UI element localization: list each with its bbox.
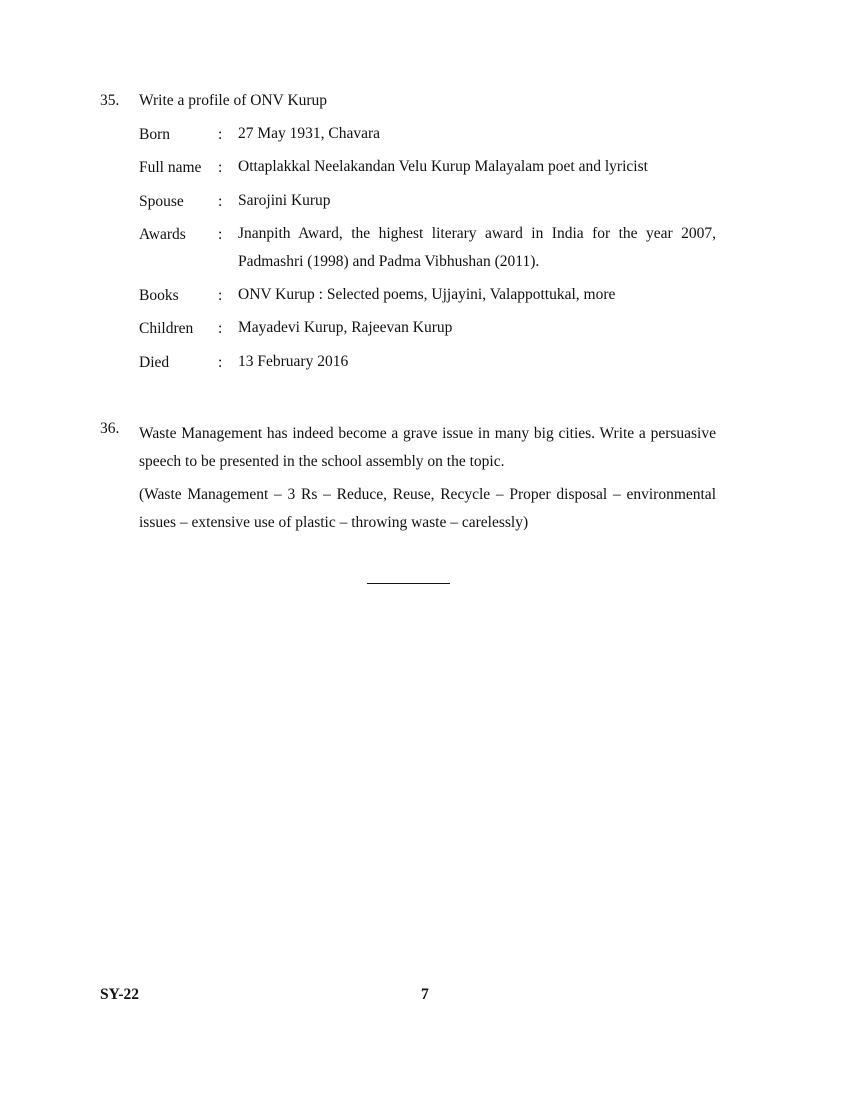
question-35-prompt: Write a profile of ONV Kurup	[139, 92, 328, 109]
profile-colon: :	[218, 126, 223, 143]
footer-paper-code: SY-22	[100, 986, 140, 1003]
question-36-number: 36.	[100, 420, 120, 437]
profile-value: ONV Kurup : Selected poems, Ujjayini, Valappottukal, more	[238, 286, 616, 303]
end-of-section-rule	[367, 583, 450, 584]
question-35-number: 35.	[100, 92, 120, 109]
profile-value: Ottaplakkal Neelakandan Velu Kurup Malayalam poet and lyricist	[238, 158, 648, 175]
question-36-hint: (Waste Management – 3 Rs – Reduce, Reuse, Recycle – Proper disposal – environmental issues – extensive use of plastic – throwing waste – carelessly)	[139, 486, 716, 531]
profile-colon: :	[218, 287, 223, 304]
profile-colon: :	[218, 320, 223, 337]
profile-value: Jnanpith Award, the highest literary award in India for the year 2007, Padmashri (1998) and Padma Vibhushan (2011).	[238, 225, 716, 270]
profile-label: Books	[139, 287, 179, 304]
profile-label: Died	[139, 354, 170, 371]
profile-colon: :	[218, 193, 223, 210]
profile-value: 27 May 1931, Chavara	[238, 125, 381, 142]
profile-value: 13 February 2016	[238, 353, 349, 370]
profile-label: Full name	[139, 159, 202, 176]
profile-label: Born	[139, 126, 170, 143]
profile-colon: :	[218, 354, 223, 371]
profile-colon: :	[218, 159, 223, 176]
footer-page-number: 7	[421, 986, 429, 1003]
question-36-prompt: Waste Management has indeed become a grave issue in many big cities. Write a persuasive speech to be presented in the school assembly on the topic.	[139, 425, 716, 470]
profile-value: Mayadevi Kurup, Rajeevan Kurup	[238, 319, 453, 336]
profile-label: Awards	[139, 226, 186, 243]
profile-label: Spouse	[139, 193, 184, 210]
profile-value: Sarojini Kurup	[238, 192, 331, 209]
profile-label: Children	[139, 320, 194, 337]
profile-colon: :	[218, 226, 223, 243]
